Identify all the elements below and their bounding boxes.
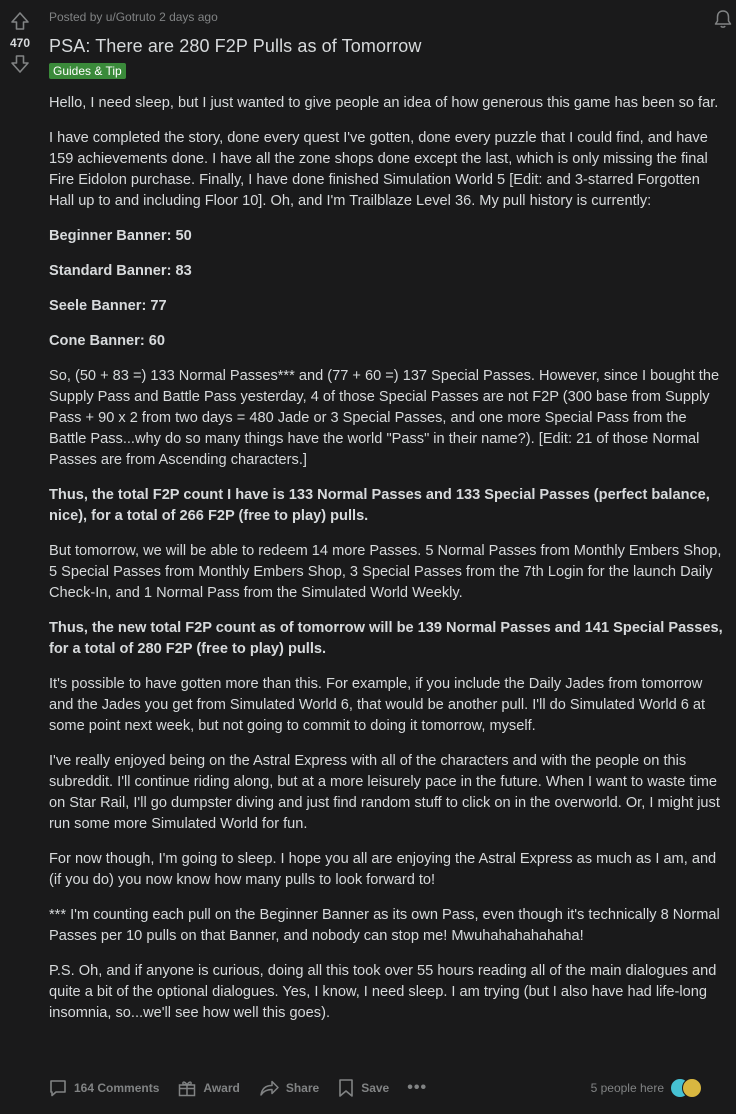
share-icon (258, 1078, 280, 1098)
downvote-button[interactable] (8, 52, 32, 76)
notification-bell-button[interactable] (712, 8, 734, 30)
post-paragraph: It's possible to have gotten more than this. For example, if you include the Daily Jades from tomorrow and the Jades you get from Simulated World 6, that would be another pull. I'll do Simulated World 6 at some point next week, but not going to commit to doing it tomorrow, myself. (49, 676, 706, 734)
post-body (49, 93, 725, 1024)
save-button[interactable] (337, 1078, 389, 1098)
avatar (682, 1078, 702, 1098)
award-button[interactable] (177, 1078, 239, 1098)
post-paragraph: So, (50 + 83 =) 133 Normal Passes*** and (77 + 60 =) 137 Special Passes. However, since I bought the Supply Pass and Battle Pass yesterday, 4 of those Special Passes are not F2P (300 base from Supply Pass + 90 x 2 from two days = 480 Jade or 3 Special Passes, and one more Special Pass from the Battle Pass...why do so many things have the world "Pass" in their name?). [Edit: 21 of those Normal Passes are from Ascending characters.] (49, 368, 720, 468)
share-label: Share (285, 1081, 320, 1095)
post-paragraph: Standard Banner: 83 (49, 263, 192, 279)
post-flair[interactable]: Guides & Tip (49, 63, 126, 79)
post-paragraph: *** I'm counting each pull on the Beginner Banner as its own Pass, even though it's technically 8 Normal Passes per 10 pulls on that Banner, and nobody can stop me! Mwuhahahahahaha! (49, 907, 720, 944)
post-paragraph: Cone Banner: 60 (49, 333, 165, 349)
upvote-icon (10, 11, 30, 31)
bell-icon (712, 8, 734, 30)
share-button[interactable] (258, 1078, 319, 1098)
downvote-icon (10, 54, 30, 74)
comments-label: 164 Comments (74, 1081, 160, 1095)
comment-icon (48, 1078, 68, 1098)
post-paragraph: Seele Banner: 77 (49, 298, 167, 314)
post-paragraph: Thus, the total F2P count I have is 133 Normal Passes and 133 Special Passes (perfect balance, nice), for a total of 266 F2P (free to play) pulls. (49, 487, 710, 524)
vote-score: 470 (9, 36, 31, 50)
people-here-label: 5 people here (590, 1081, 664, 1095)
post-content (49, 0, 725, 1038)
people-here[interactable] (591, 1078, 702, 1098)
post-paragraph: Beginner Banner: 50 (49, 228, 192, 244)
post-paragraph: Thus, the new total F2P count as of tomorrow will be 139 Normal Passes and 141 Special Passes, for a total of 280 F2P (free to play) pulls. (49, 620, 723, 657)
post-paragraph: But tomorrow, we will be able to redeem 14 more Passes. 5 Normal Passes from Monthly Embers Shop, 5 Special Passes from Monthly Embers Shop, 3 Special Passes from the 7th Login for the launch Daily Check-In, and 1 Normal Pass from the Simulated World Weekly. (49, 543, 722, 601)
upvote-button[interactable] (8, 9, 32, 33)
post-actions (48, 1074, 427, 1102)
save-icon (337, 1078, 355, 1098)
award-icon (177, 1078, 197, 1098)
post-paragraph: For now though, I'm going to sleep. I hope you all are enjoying the Astral Express as much as I am, and (if you do) you now know how many pulls to look forward to! (49, 851, 717, 888)
post-paragraph: P.S. Oh, and if anyone is curious, doing all this took over 55 hours reading all of the main dialogues and quite a bit of the optional dialogues. Yes, I know, I need sleep. I am trying (but I also have had life-long insomnia, so...we'll see how well this goes). (49, 963, 717, 1021)
award-label: Award (203, 1081, 240, 1095)
save-label: Save (361, 1081, 390, 1095)
post-meta: Posted by u/Gotruto 2 days ago (49, 10, 218, 24)
comments-button[interactable] (48, 1078, 159, 1098)
post-paragraph: I've really enjoyed being on the Astral Express with all of the characters and with the people on this subreddit. I'll continue riding along, but at a more leisurely pace in the future. When I want to waste time on Star Rail, I'll go dumpster diving and just find random stuff to click on in the overworld. Or, I might just run some more Simulated World for fun. (49, 753, 720, 832)
post-title[interactable]: PSA: There are 280 F2P Pulls as of Tomorrow (49, 36, 422, 56)
avatar-stack (670, 1078, 702, 1098)
vote-column (0, 0, 40, 76)
post-paragraph: Hello, I need sleep, but I just wanted to give people an idea of how generous this game has been so far. (49, 95, 719, 111)
post-paragraph: I have completed the story, done every quest I've gotten, done every puzzle that I could find, and have 159 achievements done. I have all the zone shops done except the last, which is only missing the final Fire Eidolon purchase. Finally, I have done finished Simulation World 5 [Edit: and 3-starred Forgotten Hall up to and including Floor 10]. Oh, and I'm Trailblaze Level 36. My pull history is currently: (49, 130, 708, 209)
more-icon[interactable]: ••• (407, 1079, 428, 1096)
